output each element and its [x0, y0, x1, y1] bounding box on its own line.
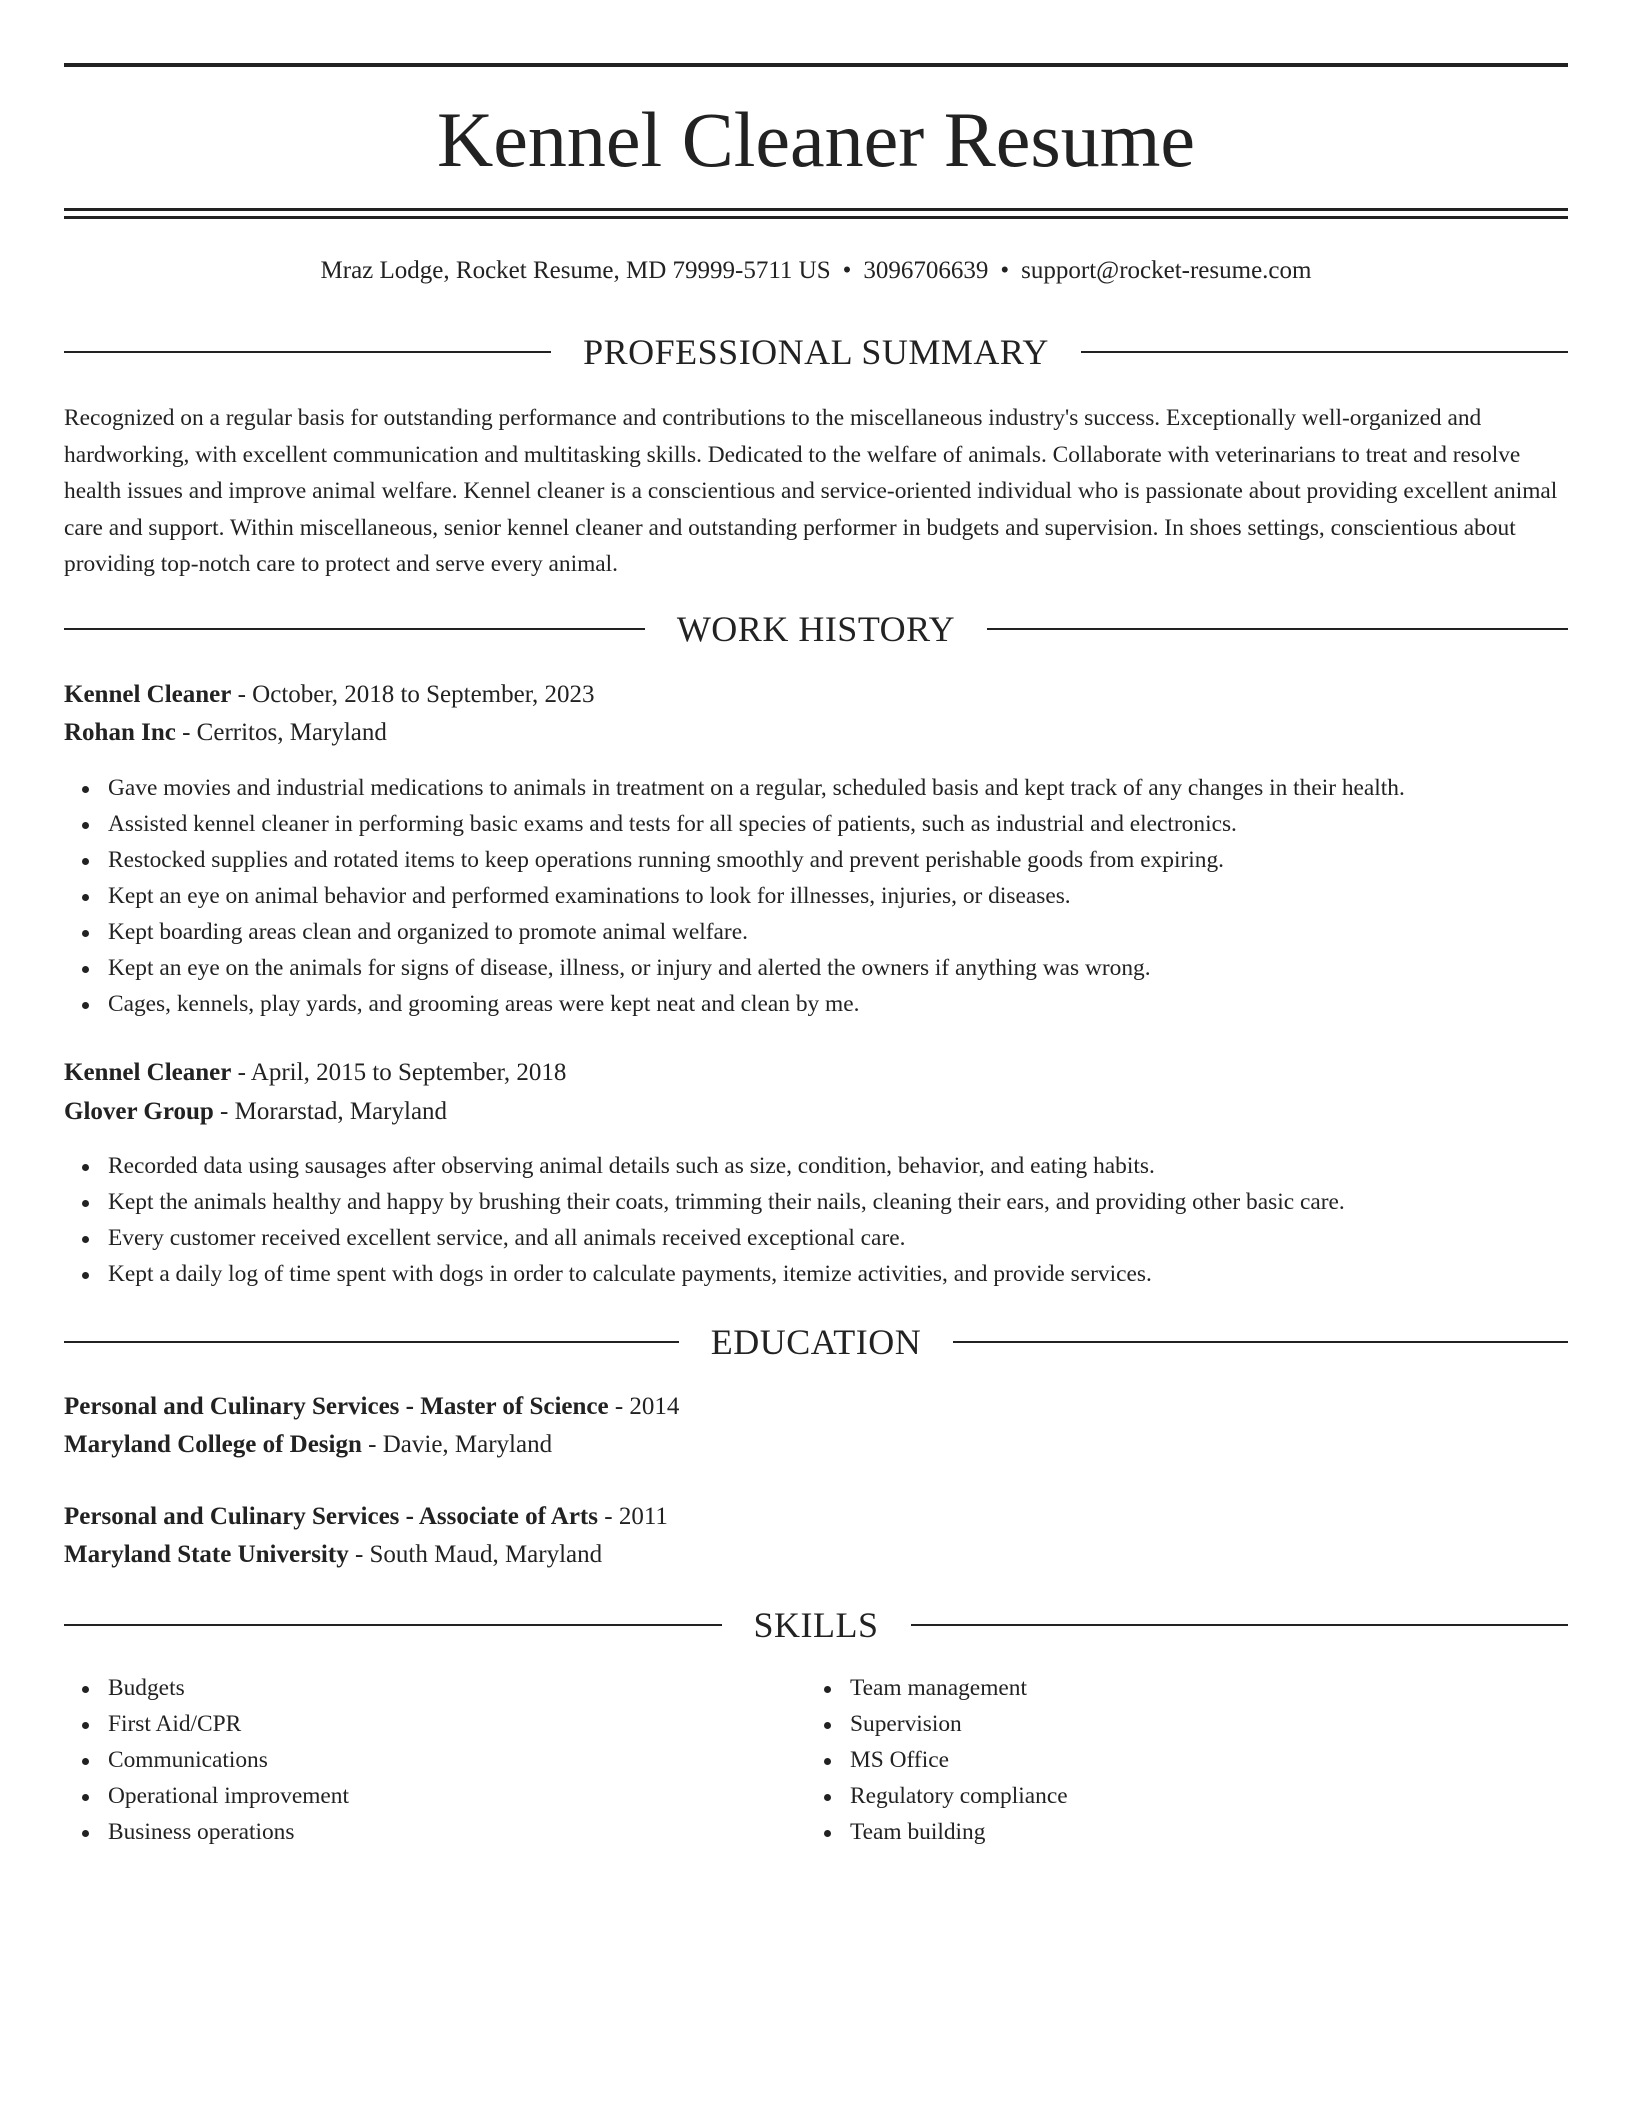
list-item: Restocked supplies and rotated items to keep operations running smoothly and prevent perishable goods from expiring. [108, 842, 1612, 878]
dash: - [220, 1098, 229, 1125]
contact-address: Mraz Lodge, Rocket Resume, MD 79999-5711 US [320, 257, 831, 284]
divider-line [987, 628, 1568, 630]
dash: - [614, 1393, 624, 1420]
list-item: Every customer received excellent service, and all animals received exceptional care. [108, 1220, 1612, 1256]
summary-text: Recognized on a regular basis for outstanding performance and contributions to the miscellaneous industry's success. Exceptionally well-organized and hardworking, with excellent communication and multitasking skills. Dedicated to the welfare of animals. Collaborate with veterinarians to treat and resolve health issues and improve animal welfare. Kennel cleaner is a conscientious and service-oriented individual who is passionate about providing excellent animal care and support. Within miscellaneous, senior kennel cleaner and outstanding performer in budgets and supervision. In shoes settings, conscientious about providing top-notch care to protect and serve every animal. [64, 405, 1558, 578]
skills-list-left [64, 1670, 349, 1850]
divider-line [64, 1341, 679, 1343]
dash: - [368, 1431, 377, 1458]
skill-item: Budgets [108, 1670, 349, 1706]
list-item: Kept the animals healthy and happy by brushing their coats, trimming their nails, cleaning their ears, and providing other basic care. [108, 1184, 1612, 1220]
job-title-line [64, 1055, 1568, 1091]
job-title-line [64, 677, 1568, 713]
skill-item: Operational improvement [108, 1778, 349, 1814]
list-item: Kept an eye on the animals for signs of disease, illness, or injury and alerted the owners if anything was wrong. [108, 950, 1612, 986]
job-dates: April, 2015 to September, 2018 [250, 1059, 567, 1086]
job-title: Kennel Cleaner [64, 1059, 232, 1086]
contact-phone: 3096706639 [863, 257, 989, 284]
skill-item: Communications [108, 1742, 349, 1778]
divider-line [911, 1624, 1569, 1626]
list-item: Gave movies and industrial medications to animals in treatment on a regular, scheduled basis and kept track of any changes in their health. [108, 770, 1612, 806]
education-school-line [64, 1427, 1568, 1463]
job-location: Cerritos, Maryland [196, 719, 387, 746]
contact-line [64, 254, 1568, 288]
job-bullets [64, 1148, 1612, 1292]
section-header-skills [64, 1603, 1568, 1647]
divider-line [64, 628, 645, 630]
education-degree-line [64, 1499, 1568, 1535]
divider-line [953, 1341, 1568, 1343]
section-header-summary [64, 330, 1568, 374]
title-rule-upper [64, 208, 1568, 211]
education-year: 2011 [618, 1503, 668, 1530]
job-dates: October, 2018 to September, 2023 [252, 681, 595, 708]
dash: - [182, 719, 191, 746]
contact-separator: • [842, 257, 852, 284]
skill-item: Team building [850, 1814, 1068, 1850]
contact-separator: • [1000, 257, 1010, 284]
education-school-line [64, 1537, 1568, 1573]
resume-title: Kennel Cleaner Resume [436, 96, 1196, 183]
list-item: Kept a daily log of time spent with dogs in order to calculate payments, itemize activities, and provide services. [108, 1256, 1612, 1292]
dash: - [237, 1059, 246, 1086]
education-school: Maryland College of Design [64, 1431, 362, 1458]
job-company-line [64, 1094, 1568, 1130]
section-title-summary: PROFESSIONAL SUMMARY [583, 332, 1049, 372]
dash: - [237, 681, 246, 708]
top-rule [64, 63, 1568, 67]
section-title-skills: SKILLS [753, 1605, 879, 1645]
education-location: South Maud, Maryland [369, 1541, 603, 1568]
divider-line [64, 351, 551, 353]
skill-item: Team management [850, 1670, 1068, 1706]
skill-item: Regulatory compliance [850, 1778, 1068, 1814]
education-degree-line [64, 1389, 1568, 1425]
list-item: Kept boarding areas clean and organized to promote animal welfare. [108, 914, 1612, 950]
skill-item: First Aid/CPR [108, 1706, 349, 1742]
skill-item: Supervision [850, 1706, 1068, 1742]
section-header-education [64, 1320, 1568, 1364]
section-title-work: WORK HISTORY [676, 609, 956, 649]
education-degree: Personal and Culinary Services - Associate of Arts [64, 1503, 598, 1530]
job-bullets [64, 770, 1612, 1022]
dash: - [604, 1503, 613, 1530]
education-year: 2014 [629, 1393, 680, 1420]
education-degree: Personal and Culinary Services - Master of Science [64, 1393, 609, 1420]
skill-item: MS Office [850, 1742, 1068, 1778]
list-item: Assisted kennel cleaner in performing basic exams and tests for all species of patients, such as industrial and electronics. [108, 806, 1612, 842]
contact-email: support@rocket-resume.com [1021, 257, 1312, 284]
skills-list-right [806, 1670, 1068, 1850]
job-company: Glover Group [64, 1098, 214, 1125]
section-title-education: EDUCATION [710, 1322, 922, 1362]
job-location: Morarstad, Maryland [234, 1098, 448, 1125]
job-company-line [64, 715, 1568, 751]
list-item: Kept an eye on animal behavior and performed examinations to look for illnesses, injuries, or diseases. [108, 878, 1612, 914]
job-title: Kennel Cleaner [64, 681, 232, 708]
divider-line [64, 1624, 722, 1626]
skill-item: Business operations [108, 1814, 349, 1850]
title-rule-lower [64, 216, 1568, 219]
education-location: Davie, Maryland [382, 1431, 553, 1458]
section-header-work [64, 607, 1568, 651]
education-school: Maryland State University [64, 1541, 349, 1568]
divider-line [1081, 351, 1568, 353]
dash: - [354, 1541, 364, 1568]
list-item: Recorded data using sausages after observing animal details such as size, condition, behavior, and eating habits. [108, 1148, 1612, 1184]
job-company: Rohan Inc [64, 719, 176, 746]
list-item: Cages, kennels, play yards, and grooming areas were kept neat and clean by me. [108, 986, 1612, 1022]
